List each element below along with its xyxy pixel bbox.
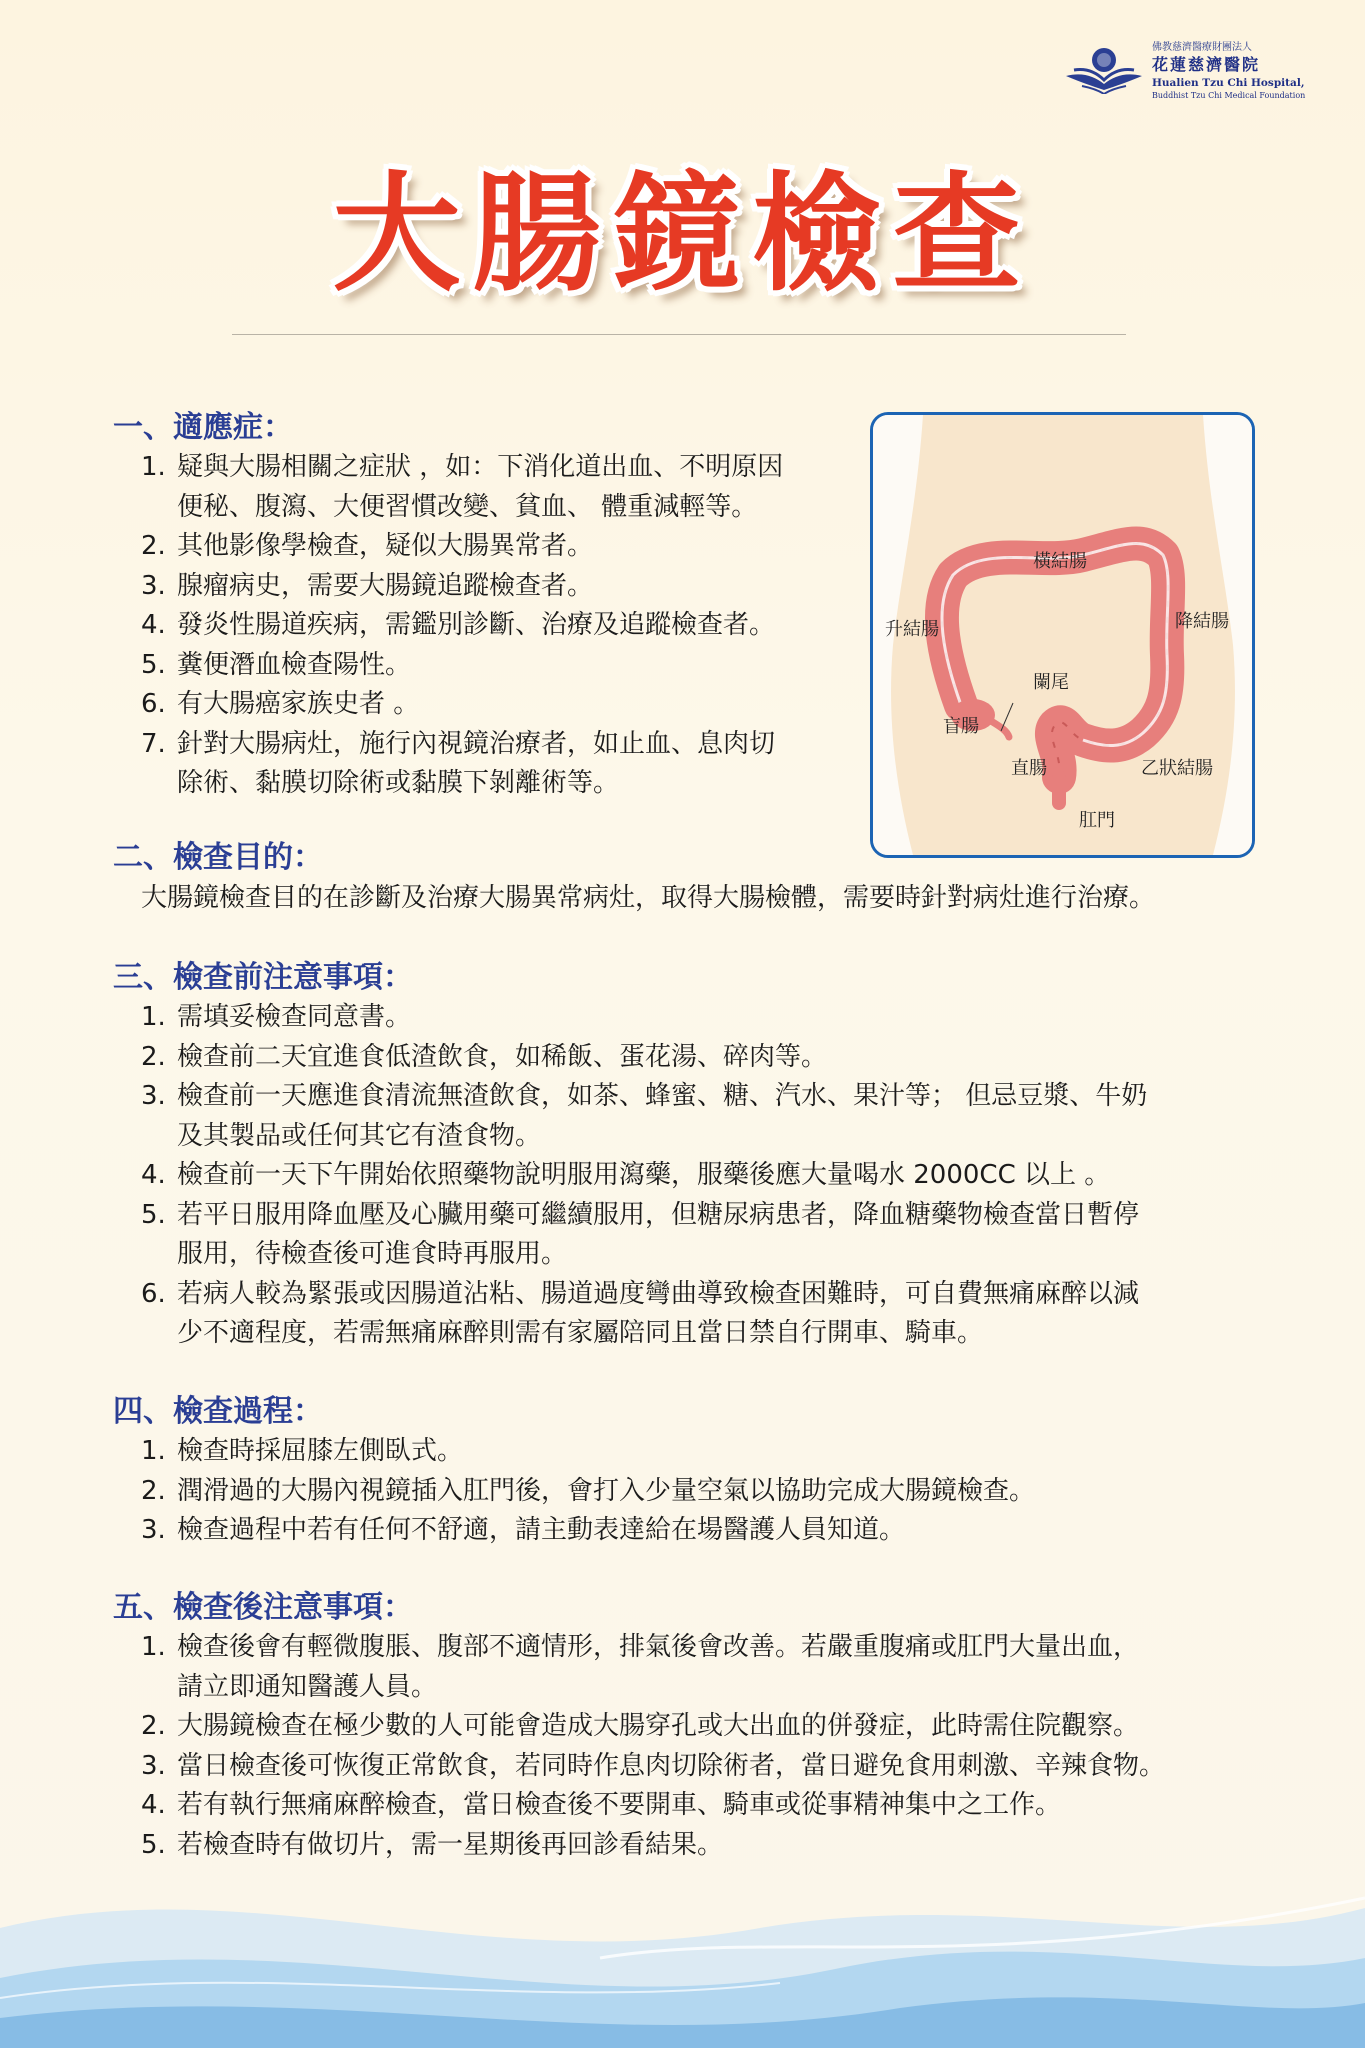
- section-heading: 二、檢查目的：: [113, 840, 323, 875]
- section-heading: 三、檢查前注意事項：: [113, 960, 413, 995]
- post-exam-list: [113, 1628, 1165, 1865]
- list-item: 4. 若有執行無痛麻醉檢查，當日檢查後不要開車、騎車或從事精神集中之工作。: [141, 1790, 1062, 1820]
- label-descending-colon: 降結腸: [1175, 611, 1229, 632]
- list-item: 5. 若檢查時有做切片，需一星期後再回診看結果。: [141, 1829, 724, 1860]
- list-item: 3. 當日檢查後可恢復正常飲食，若同時作息肉切除術者，當日避免食用刺激、辛辣食物。: [141, 1750, 1166, 1781]
- label-transverse-colon: 橫結腸: [1033, 551, 1087, 572]
- hospital-logo: [1062, 36, 1332, 106]
- lotus-emblem-icon: [1062, 42, 1146, 94]
- list-item: 3. 檢查過程中若有任何不舒適，請主動表達給在場醫護人員知道。: [141, 1515, 906, 1545]
- list-item: 2. 潤滑過的大腸內視鏡插入肛門後，會打入少量空氣以協助完成大腸鏡檢查。: [141, 1475, 1036, 1506]
- section-heading: 五、檢查後注意事項：: [113, 1590, 413, 1625]
- section-heading: 四、檢查過程：: [113, 1394, 323, 1429]
- list-item: 5. 若平日服用降血壓及心臟用藥可繼續服用，但糖尿病患者，降血糖藥物檢查當日暫停 服用，待檢查後可進食時再服用。: [141, 1199, 1140, 1269]
- list-item: 1. 檢查時採屈膝左側臥式。: [141, 1436, 464, 1466]
- list-item: 1. 需填妥檢查同意書。: [141, 1002, 412, 1032]
- section-exam-process: [113, 1392, 1035, 1551]
- list-item: 2. 大腸鏡檢查在極少數的人可能會造成大腸穿孔或大出血的併發症，此時需住院觀察。: [141, 1711, 1140, 1741]
- logo-name-english: Hualien Tzu Chi Hospital,: [1152, 77, 1305, 89]
- label-appendix: 闌尾: [1033, 672, 1069, 693]
- label-ascending-colon: 升結腸: [885, 619, 939, 640]
- logo-name-chinese: 花蓮慈濟醫院: [1152, 55, 1261, 74]
- indications-list: [113, 448, 783, 804]
- logo-organization: 佛教慈濟醫療財團法人: [1152, 42, 1252, 53]
- section-post-exam-notes: [113, 1588, 1165, 1865]
- label-sigmoid-colon: 乙狀結腸: [1141, 758, 1213, 779]
- label-rectum: 直腸: [1011, 758, 1047, 779]
- list-item: 3. 檢查前一天應進食清流無渣飲食，如茶、蜂蜜、糖、汽水、果汁等； 但忌豆漿、牛奶 及其製品或任何其它有渣食物。: [141, 1081, 1148, 1151]
- label-cecum: 盲腸: [943, 716, 979, 737]
- pre-exam-list: [113, 998, 1147, 1354]
- exam-process-list: [113, 1432, 1035, 1551]
- label-anus: 肛門: [1079, 810, 1115, 831]
- section-pre-exam-notes: [113, 958, 1147, 1354]
- title-divider: [232, 334, 1126, 335]
- list-item: 2. 檢查前二天宜進食低渣飲食，如稀飯、蛋花湯、碎肉等。: [141, 1041, 828, 1072]
- list-item: 1. 檢查後會有輕微腹脹、腹部不適情形，排氣後會改善。若嚴重腹痛或肛門大量出血， 請立即通知醫護人員。: [141, 1632, 1140, 1702]
- page-title: 大腸鏡檢查: [332, 160, 1033, 309]
- list-item: 1. 疑與大腸相關之症狀 ，如：下消化道出血、不明原因 便秘、腹瀉、大便習慣改變、貧血、 體重減輕等。: [141, 452, 784, 522]
- list-item: 2. 其他影像學檢查，疑似大腸異常者。: [141, 531, 594, 561]
- list-item: 6. 若病人較為緊張或因腸道沾粘、腸道過度彎曲導致檢查困難時，可自費無痛麻醉以減 少不適程度，若需無痛麻醉則需有家屬陪同且當日禁自行開車、騎車。: [141, 1278, 1140, 1348]
- list-item: 5. 糞便潛血檢查陽性。: [141, 649, 412, 680]
- list-item: 3. 腺瘤病史，需要大腸鏡追蹤檢查者。: [141, 570, 594, 601]
- list-item: 4. 發炎性腸道疾病，需鑑別診斷、治療及追蹤檢查者。: [141, 610, 776, 640]
- section-indications: [113, 408, 783, 804]
- section-purpose: [113, 838, 1155, 918]
- list-item: 7. 針對大腸病灶，施行內視鏡治療者，如止血、息肉切 除術、黏膜切除術或黏膜下剝離術等。: [141, 728, 776, 798]
- list-item: 4. 檢查前一天下午開始依照藥物說明服用瀉藥，服藥後應大量喝水 2000CC 以上 。: [141, 1160, 1111, 1190]
- logo-foundation: Buddhist Tzu Chi Medical Foundation: [1152, 91, 1306, 100]
- list-item: 6. 有大腸癌家族史者 。: [141, 689, 420, 719]
- colon-diagram: [870, 412, 1255, 858]
- section-heading: 一、適應症：: [113, 410, 293, 445]
- purpose-text: 大腸鏡檢查目的在診斷及治療大腸異常病灶，取得大腸檢體，需要時針對病灶進行治療。: [141, 883, 1156, 913]
